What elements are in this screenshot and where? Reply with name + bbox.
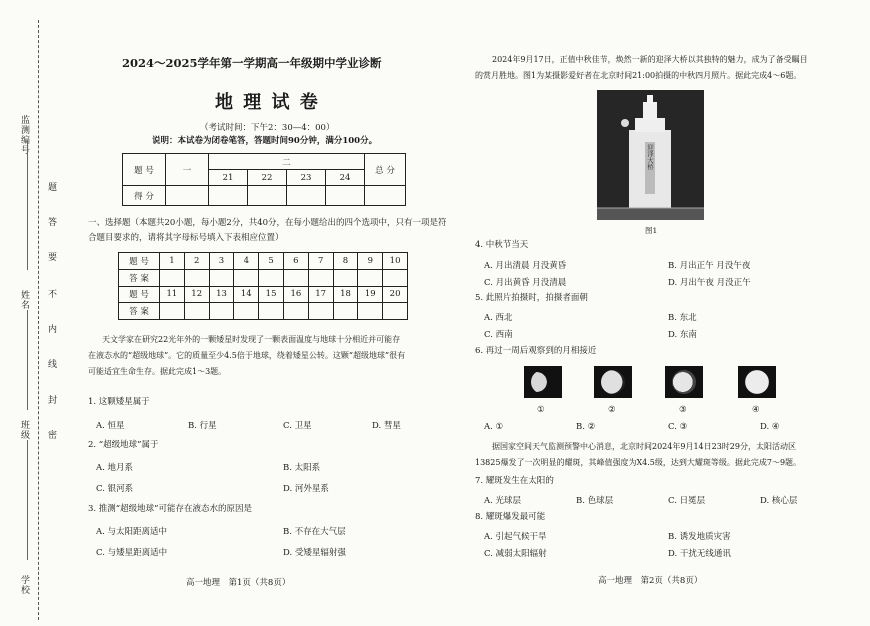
answer-num: 4 bbox=[234, 253, 259, 270]
figure1-caption: 图1 bbox=[645, 226, 658, 235]
option-d[interactable]: D. 受矮星辐射强 bbox=[283, 548, 346, 558]
answer-cell[interactable] bbox=[333, 269, 358, 286]
moon-label-1: ① bbox=[537, 405, 545, 415]
option-b[interactable]: B. 不存在大气层 bbox=[283, 527, 346, 537]
margin-label-name: 姓名 bbox=[19, 290, 29, 310]
answer-label-num: 题 号 bbox=[119, 253, 160, 270]
page1-footer: 高一地理 第1页（共8页） bbox=[186, 578, 291, 588]
score-row-label: 得 分 bbox=[123, 186, 166, 206]
section1-intro: 合题目要求的，请将其字母标号填入下表相应位置） bbox=[88, 233, 284, 243]
moon-phase-4-disc bbox=[745, 370, 769, 394]
answer-num: 2 bbox=[184, 253, 209, 270]
moon-phase-1-disc bbox=[531, 370, 555, 394]
score-subcol: 21 bbox=[209, 170, 248, 186]
answer-cell[interactable] bbox=[358, 303, 383, 320]
score-cell[interactable] bbox=[209, 186, 248, 206]
cut-line bbox=[38, 20, 39, 620]
answer-cell[interactable] bbox=[234, 303, 259, 320]
option-c[interactable]: C. 日冕层 bbox=[668, 496, 706, 506]
option-b[interactable]: B. 太阳系 bbox=[283, 463, 321, 473]
option-b[interactable]: B. ② bbox=[576, 422, 596, 432]
answer-cell[interactable] bbox=[358, 269, 383, 286]
exam-note: 说明：本试卷为闭卷笔答，答题时间90分钟，满分100分。 bbox=[152, 136, 378, 146]
answer-cell[interactable] bbox=[259, 303, 284, 320]
answer-num: 16 bbox=[283, 286, 308, 303]
answer-label-ans: 答 案 bbox=[119, 269, 160, 286]
score-cell[interactable] bbox=[326, 186, 365, 206]
answer-num: 3 bbox=[209, 253, 234, 270]
moon-in-photo bbox=[621, 119, 629, 127]
subject-title: 地 理 试 卷 bbox=[215, 92, 320, 113]
moon-label-4: ④ bbox=[752, 405, 760, 415]
score-table bbox=[122, 153, 406, 206]
option-b[interactable]: B. 色球层 bbox=[576, 496, 614, 506]
option-c[interactable]: C. 月出黄昏 月没清晨 bbox=[484, 278, 567, 288]
question-stem: 1. 这颗矮星属于 bbox=[88, 397, 150, 407]
figure1-sign: 迎泽大桥 bbox=[646, 144, 654, 170]
option-c[interactable]: C. 减弱太阳辐射 bbox=[484, 549, 547, 559]
answer-num: 9 bbox=[358, 253, 383, 270]
option-d[interactable]: D. 河外星系 bbox=[283, 484, 329, 494]
answer-num: 12 bbox=[184, 286, 209, 303]
option-d[interactable]: D. 东南 bbox=[668, 330, 697, 340]
answer-num: 17 bbox=[308, 286, 333, 303]
moon-phase-3-disc bbox=[672, 370, 696, 394]
seal-char: 题 bbox=[48, 183, 58, 193]
score-subcol: 22 bbox=[248, 170, 287, 186]
option-c[interactable]: C. ③ bbox=[668, 422, 688, 432]
margin-label-school: 学校 bbox=[19, 575, 29, 595]
answer-cell[interactable] bbox=[283, 269, 308, 286]
option-a[interactable]: A. 引起气候干旱 bbox=[484, 532, 547, 542]
answer-num: 18 bbox=[333, 286, 358, 303]
option-a[interactable]: A. 光球层 bbox=[484, 496, 522, 506]
fill-line bbox=[27, 440, 28, 560]
answer-cell[interactable] bbox=[259, 269, 284, 286]
answer-cell[interactable] bbox=[209, 303, 234, 320]
binding-margin bbox=[0, 0, 70, 626]
answer-num: 5 bbox=[259, 253, 284, 270]
seal-char: 封 bbox=[48, 396, 58, 406]
page2-footer: 高一地理 第2页（共8页） bbox=[598, 576, 703, 586]
fill-line bbox=[27, 310, 28, 410]
score-subcol: 23 bbox=[287, 170, 326, 186]
answer-num: 1 bbox=[160, 253, 185, 270]
option-a[interactable]: A. 恒星 bbox=[96, 421, 125, 431]
margin-label-class: 班级 bbox=[19, 420, 29, 440]
option-c[interactable]: C. 西南 bbox=[484, 330, 513, 340]
passage3-line: 据国家空间天气监测预警中心消息，北京时间2024年9月14日23时29分，太阳活动区 bbox=[492, 442, 796, 451]
answer-cell[interactable] bbox=[160, 303, 185, 320]
moon-phase-3 bbox=[665, 366, 703, 398]
option-a[interactable]: A. 西北 bbox=[484, 313, 513, 323]
option-d[interactable]: D. 月出午夜 月没正午 bbox=[668, 278, 751, 288]
exam-title-line: 2024～2025学年第一学期高一年级期中学业诊断 bbox=[122, 56, 382, 70]
answer-label-num: 题 号 bbox=[119, 286, 160, 303]
score-header-part1: 一 bbox=[166, 154, 209, 186]
passage1-line: 可能适宜生命生存。据此完成1～3题。 bbox=[88, 367, 227, 376]
option-a[interactable]: A. ① bbox=[484, 422, 504, 432]
score-cell[interactable] bbox=[287, 186, 326, 206]
score-header-total: 总 分 bbox=[365, 154, 406, 186]
option-a[interactable]: A. 地月系 bbox=[96, 463, 134, 473]
answer-cell[interactable] bbox=[308, 303, 333, 320]
seal-char: 内 bbox=[48, 325, 58, 335]
passage2-line: 2024年9月17日，正值中秋佳节，焕然一新的迎泽大桥以其独特的魅力，成为了备受瞩目 bbox=[492, 55, 808, 64]
moon-label-3: ③ bbox=[679, 405, 687, 415]
moon-phase-2 bbox=[594, 366, 632, 398]
seal-char: 不 bbox=[48, 290, 58, 300]
answer-cell[interactable] bbox=[333, 303, 358, 320]
passage2-line: 的赏月胜地。图1为某摄影爱好者在北京时间21:00拍摄的中秋四月照片。据此完成4～6题。 bbox=[475, 71, 802, 80]
moon-phase-2-disc bbox=[601, 370, 625, 394]
option-b[interactable]: B. 行星 bbox=[188, 421, 217, 431]
answer-label-ans: 答 案 bbox=[119, 303, 160, 320]
seal-char: 线 bbox=[48, 360, 58, 370]
score-header-part2: 二 bbox=[209, 154, 365, 170]
answer-cell[interactable] bbox=[383, 303, 408, 320]
question-stem: 6. 再过一周后观察到的月相接近 bbox=[475, 346, 597, 356]
answer-cell[interactable] bbox=[234, 269, 259, 286]
question-stem: 2. “超级地球”属于 bbox=[88, 440, 159, 450]
figure1-photo bbox=[597, 90, 704, 220]
option-d[interactable]: D. 干扰无线通讯 bbox=[668, 549, 731, 559]
seal-char: 密 bbox=[48, 431, 58, 441]
question-stem: 7. 耀斑发生在太阳的 bbox=[475, 476, 554, 486]
answer-num: 13 bbox=[209, 286, 234, 303]
option-b[interactable]: B. 诱发地质灾害 bbox=[668, 532, 731, 542]
answer-num: 7 bbox=[308, 253, 333, 270]
answer-cell[interactable] bbox=[184, 303, 209, 320]
moon-phase-4 bbox=[738, 366, 776, 398]
seal-char: 要 bbox=[48, 253, 58, 263]
score-header-label: 题 号 bbox=[123, 154, 166, 186]
moon-phase-1 bbox=[524, 366, 562, 398]
answer-num: 19 bbox=[358, 286, 383, 303]
answer-num: 6 bbox=[283, 253, 308, 270]
answer-num: 11 bbox=[160, 286, 185, 303]
answer-cell[interactable] bbox=[184, 269, 209, 286]
passage1-line: 在液态水的“超级地球”。它的质量至少4.5倍于地球，绕着矮星公转。这颗“超级地球”很有 bbox=[88, 351, 406, 360]
answer-cell[interactable] bbox=[383, 269, 408, 286]
exam-time: （考试时间：下午2：30—4：00） bbox=[200, 123, 335, 133]
answer-num: 8 bbox=[333, 253, 358, 270]
option-c[interactable]: C. 银河系 bbox=[96, 484, 134, 494]
seal-char: 答 bbox=[48, 218, 58, 228]
option-a[interactable]: A. 与太阳距离适中 bbox=[96, 527, 168, 537]
option-a[interactable]: A. 月出清晨 月没黄昏 bbox=[484, 261, 567, 271]
question-stem: 8. 耀斑爆发最可能 bbox=[475, 512, 546, 522]
answer-num: 14 bbox=[234, 286, 259, 303]
moon-label-2: ② bbox=[608, 405, 616, 415]
option-c[interactable]: C. 与矮星距离适中 bbox=[96, 548, 168, 558]
option-b[interactable]: B. 东北 bbox=[668, 313, 697, 323]
answer-cell[interactable] bbox=[160, 269, 185, 286]
question-stem: 3. 推测“超级地球”可能存在液态水的原因是 bbox=[88, 504, 253, 514]
score-subcol: 24 bbox=[326, 170, 365, 186]
answer-num: 10 bbox=[383, 253, 408, 270]
answer-cell[interactable] bbox=[209, 269, 234, 286]
question-stem: 5. 此照片拍摄时，拍摄者面朝 bbox=[475, 293, 588, 303]
passage3-line: 13825爆发了一次明显的耀斑，其峰值强度为X4.5级，达到大耀斑等级。据此完成7～9题。 bbox=[475, 458, 802, 467]
answer-cell[interactable] bbox=[308, 269, 333, 286]
score-cell[interactable] bbox=[166, 186, 209, 206]
fill-line bbox=[27, 140, 28, 270]
section1-intro: 一、选择题（本题共20小题，每小题2分，共40分，在每小题给出的四个选项中，只有一项是符 bbox=[88, 218, 447, 228]
answer-cell[interactable] bbox=[283, 303, 308, 320]
score-cell[interactable] bbox=[365, 186, 406, 206]
answer-table bbox=[118, 252, 408, 320]
score-cell[interactable] bbox=[248, 186, 287, 206]
passage1-line: 天文学家在研究22光年外的一颗矮星时发现了一颗表面温度与地球十分相近并可能存 bbox=[102, 335, 401, 344]
option-d[interactable]: D. 核心层 bbox=[760, 496, 798, 506]
question-stem: 4. 中秋节当天 bbox=[475, 240, 529, 250]
option-c[interactable]: C. 卫星 bbox=[283, 421, 312, 431]
answer-num: 15 bbox=[259, 286, 284, 303]
answer-num: 20 bbox=[383, 286, 408, 303]
margin-label-exam-id: 监测编号 bbox=[19, 115, 29, 155]
option-d[interactable]: D. 彗星 bbox=[372, 421, 401, 431]
option-d[interactable]: D. ④ bbox=[760, 422, 780, 432]
option-b[interactable]: B. 月出正午 月没午夜 bbox=[668, 261, 751, 271]
